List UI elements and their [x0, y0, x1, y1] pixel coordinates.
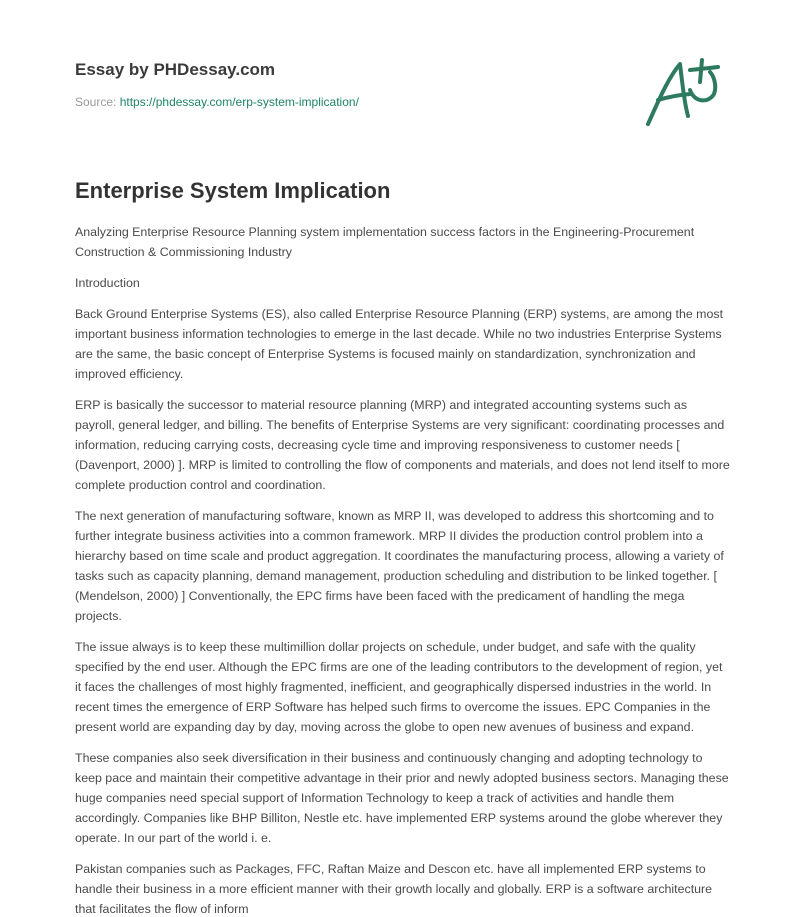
a-plus-logo-icon — [644, 54, 726, 128]
paragraph: Back Ground Enterprise Systems (ES), also called Enterprise Resource Planning (ERP) systems, are among the most important business information technologies to emerge in the last decade. While no two industries Enterprise Systems are the same, the basic concept of Enterprise Systems is focused mainly on standardization, synchronization and improved efficiency. — [75, 307, 724, 381]
paragraph: The issue always is to keep these multimillion dollar projects on schedule, under budget, and safe with the quality specified by the end user. Although the EPC firms are one of the leading contributors to the development of region, yet it faces the challenges of most highly fragmented, inefficient, and geographically dispersed industries in the world. In recent times the emergence of ERP Software has helped such firms to overcome the issues. EPC Companies in the present world are expanding day by day, moving across the globe to open new avenues of business and expand. — [75, 640, 723, 734]
paragraph-introduction-heading: Introduction — [75, 276, 140, 290]
logo — [644, 54, 726, 128]
page-header — [75, 58, 575, 110]
document-body — [75, 176, 730, 917]
paragraph: ERP is basically the successor to material resource planning (MRP) and integrated accounting systems such as payroll, general ledger, and billing. The benefits of Enterprise Systems are very significant: coordinating processes and information, reducing carrying costs, decreasing cycle time and improving responsiveness to customer needs [ (Davenport, 2000) ]. MRP is limited to controlling the flow of components and materials, and does not lend itself to more complete production control and coordination. — [75, 398, 730, 492]
paragraph: The next generation of manufacturing software, known as MRP II, was developed to address this shortcoming and to further integrate business activities into a common framework. MRP II divides the production control problem into a hierarchy based on time scale and product aggregation. It coordinates the manufacturing process, allowing a variety of tasks such as capacity planning, demand management, production scheduling and distribution to be linked together. [ (Mendelson, 2000) ] Conventionally, the EPC firms have been faced with the predicament of handling the mega projects. — [75, 509, 724, 623]
paragraph: Pakistan companies such as Packages, FFC, Raftan Maize and Descon etc. have all implemented ERP systems to handle their business in a more efficient manner with their growth locally and globally. ERP is a software architecture that facilitates the flow of inform — [75, 862, 713, 916]
paragraph-subtitle: Analyzing Enterprise Resource Planning system implementation success factors in the Engineering-Procurement Construction & Commissioning Industry — [75, 225, 695, 259]
source-link[interactable]: https://phdessay.com/erp-system-implication/ — [119, 95, 359, 109]
document-title: Enterprise System Implication — [75, 178, 391, 203]
paragraph: These companies also seek diversification in their business and continuously changing and adopting technology to keep pace and maintain their competitive advantage in their prior and newly adopted business sectors. Managing these huge companies need special support of Information Technology to keep a track of activities and handle them accordingly. Companies like BHP Billiton, Nestle etc. have implemented ERP systems around the globe wherever they operate. In our part of the world i. e. — [75, 751, 729, 845]
site-title: Essay by PHDessay.com — [75, 60, 276, 79]
source-line — [75, 94, 575, 110]
source-label: Source: — [75, 95, 120, 109]
